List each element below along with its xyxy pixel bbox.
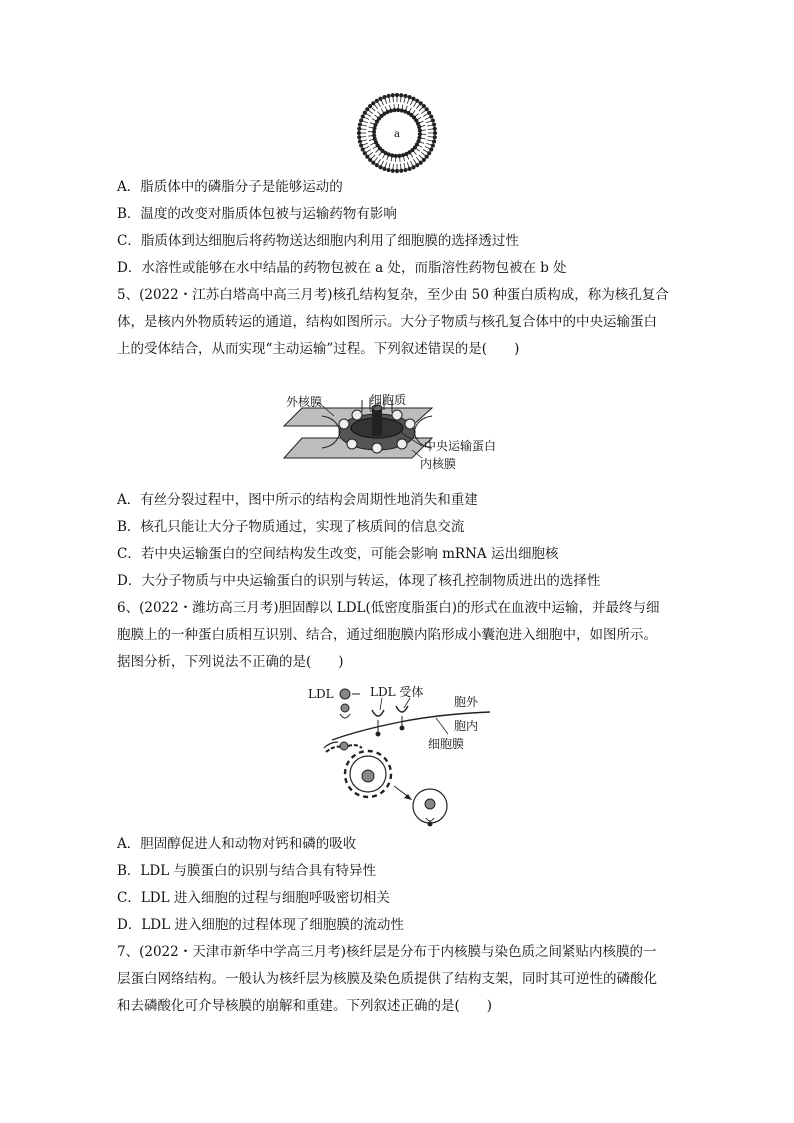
q4-option-a: A．脂质体中的磷脂分子是能够运动的: [117, 179, 343, 195]
label-inside: 胞内: [454, 719, 479, 733]
q6-stem-line-3: 据图分析，下列说法不正确的是( ): [117, 654, 344, 670]
phospholipid-tail: [416, 103, 420, 108]
phospholipid-tail: [416, 157, 420, 162]
q6-option-b: B．LDL 与膜蛋白的识别与结合具有特异性: [117, 863, 376, 879]
phospholipid-tail: [421, 152, 426, 156]
liposome-figure: [356, 92, 438, 174]
phospholipid-tail: [367, 152, 372, 156]
label-ldl-receptor: LDL 受体: [370, 685, 424, 699]
phospholipid-tail: [367, 109, 372, 113]
central-transport-protein-shape: [372, 408, 382, 436]
phospholipid-head: [405, 152, 408, 155]
q5-option-b: B．核孔只能让大分子物质通过，实现了核质间的信息交流: [117, 519, 465, 535]
phospholipid-head: [374, 141, 377, 144]
q4-option-c: C．脂质体到达细胞后将药物送达细胞内利用了细胞膜的选择透过性: [117, 233, 519, 249]
phospholipid-tail: [419, 106, 424, 111]
q6-stem-line-2: 胞膜上的一种蛋白质相互识别、结合，通过细胞膜内陷形成小囊泡进入细胞中，如图所示。: [117, 627, 657, 643]
q7-stem-line-3: 和去磷酸化可介导核膜的崩解和重建。下列叙述正确的是( ): [117, 998, 493, 1014]
label-cytoplasm: 细胞质: [370, 393, 407, 407]
label-inner-membrane: 内核膜: [420, 457, 457, 470]
q6-stem-line-1: 6、(2022・潍坊高三月考)胆固醇以 LDL(低密度脂蛋白)的形式在血液中运输，并最终与细: [117, 600, 660, 616]
q5-option-d: D．大分子物质与中央运输蛋白的识别与转运，体现了核孔控制物质进出的选择性: [117, 573, 601, 589]
q5-option-c: C．若中央运输蛋白的空间结构发生改变，可能会影响 mRNA 运出细胞核: [117, 546, 559, 562]
ldl-receptor: [372, 710, 384, 716]
phospholipid-head: [386, 110, 389, 113]
label-ldl: LDL: [308, 687, 334, 701]
nuclear-pore-figure: [282, 388, 522, 470]
q7-stem-line-2: 层蛋白网络结构。一般认为核纤层为核膜及染色质提供了结构支架，同时其可逆性的磷酸化: [117, 971, 657, 987]
phospholipid-tail: [419, 155, 424, 160]
phospholipid-tail: [375, 148, 379, 152]
q6-option-d: D．LDL 进入细胞的过程体现了细胞膜的流动性: [117, 917, 404, 933]
label-central-transport-protein: 中央运输蛋白: [424, 439, 497, 453]
phospholipid-tail: [370, 155, 375, 160]
q6-option-a: A．胆固醇促进人和动物对钙和磷的吸收: [117, 836, 357, 852]
q4-option-d: D．水溶性或能够在水中结晶的药物包被在 a 处，而脂溶性药物包被在 b 处: [117, 260, 567, 276]
phospholipid-tail: [414, 114, 418, 118]
phospholipid-tail: [378, 111, 382, 115]
phospholipid-tail: [412, 150, 416, 154]
q5-stem-line-1: 5、(2022・江苏白塔高中高三月考)核孔结构复杂，至少由 50 种蛋白质构成，称为核孔复合: [117, 287, 669, 303]
phospholipid-tail: [373, 103, 377, 108]
q5-stem-line-2: 体，是核内外物质转运的通道，结构如图所示。大分子物质与核孔复合体中的中央运输蛋白: [117, 314, 657, 330]
ldl-particle: [340, 689, 350, 699]
label-outer-membrane: 外核膜: [286, 395, 323, 409]
phospholipid-tail: [370, 106, 375, 111]
phospholipid-tail: [373, 157, 377, 162]
phospholipid-head: [416, 122, 419, 125]
q6-option-c: C．LDL 进入细胞的过程与细胞呼吸密切相关: [117, 890, 390, 906]
liposome-label-a: a: [394, 129, 400, 140]
q5-option-a: A．有丝分裂过程中，图中所示的结构会周期性地消失和重建: [117, 492, 478, 508]
q5-stem-line-3: 上的受体结合，从而实现“主动运输”过程。下列叙述错误的是( ): [117, 341, 520, 357]
label-membrane: 细胞膜: [428, 737, 465, 751]
phospholipid-tail: [421, 109, 426, 113]
q4-option-b: B．温度的改变对脂质体包被与运输药物有影响: [117, 206, 397, 222]
q7-stem-line-1: 7、(2022・天津市新华中学高三月考)核纤层是分布于内核膜与染色质之间紧贴内核膜的一: [117, 944, 657, 960]
label-outside: 胞外: [454, 695, 479, 709]
ldl-endocytosis-figure: [300, 682, 500, 832]
